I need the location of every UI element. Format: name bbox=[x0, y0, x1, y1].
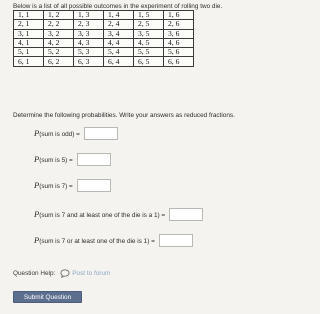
outcome-cell: 5, 5 bbox=[134, 48, 164, 57]
outcome-cell: 5, 3 bbox=[74, 48, 104, 57]
outcome-cell: 5, 4 bbox=[104, 48, 134, 57]
answer-input-sum-7-and-one[interactable] bbox=[169, 208, 203, 221]
question-label: P(sum is odd) = bbox=[34, 128, 80, 138]
outcome-cell: 6, 5 bbox=[134, 57, 164, 66]
question-label: P(sum is 7) = bbox=[34, 180, 73, 190]
post-to-forum-link[interactable]: Post to forum bbox=[72, 270, 111, 277]
question-label: P(sum is 7 or at least one of the die is 1) = bbox=[34, 235, 155, 245]
table-row bbox=[14, 48, 194, 57]
outcome-cell: 1, 3 bbox=[74, 11, 104, 20]
outcome-cell: 1, 6 bbox=[164, 11, 194, 20]
outcome-cell: 6, 6 bbox=[164, 57, 194, 66]
question-sum-7-and-one bbox=[34, 207, 203, 221]
outcome-cell: 6, 1 bbox=[14, 57, 44, 66]
question-label: P(sum is 7 and at least one of the die is a 1) = bbox=[34, 209, 166, 219]
table-row bbox=[14, 11, 194, 20]
answer-input-sum-odd[interactable] bbox=[84, 127, 118, 140]
answer-input-sum-5[interactable] bbox=[77, 153, 111, 166]
outcome-cell: 3, 1 bbox=[14, 29, 44, 38]
question-sum-5 bbox=[34, 152, 111, 166]
outcome-cell: 5, 1 bbox=[14, 48, 44, 57]
outcome-cell: 1, 2 bbox=[44, 11, 74, 20]
outcome-cell: 2, 6 bbox=[164, 20, 194, 29]
instructions-text: Determine the following probabilities. Write your answers as reduced fractions. bbox=[13, 112, 235, 119]
question-help-label: Question Help: bbox=[13, 270, 56, 277]
table-row bbox=[14, 57, 194, 66]
outcome-cell: 1, 5 bbox=[134, 11, 164, 20]
table-row bbox=[14, 20, 194, 29]
question-help bbox=[13, 269, 110, 278]
outcome-cell: 6, 4 bbox=[104, 57, 134, 66]
outcome-cell: 2, 5 bbox=[134, 20, 164, 29]
outcome-cell: 2, 2 bbox=[44, 20, 74, 29]
question-sum-odd bbox=[34, 126, 118, 140]
outcome-cell: 6, 2 bbox=[44, 57, 74, 66]
outcome-cell: 5, 2 bbox=[44, 48, 74, 57]
outcome-cell: 5, 6 bbox=[164, 48, 194, 57]
outcome-cell: 4, 2 bbox=[44, 38, 74, 47]
outcome-cell: 2, 3 bbox=[74, 20, 104, 29]
outcome-cell: 3, 6 bbox=[164, 29, 194, 38]
question-sum-7-or-one bbox=[34, 233, 193, 247]
problem-intro: Below is a list of all possible outcomes in the experiment of rolling two die. bbox=[13, 3, 223, 10]
outcome-cell: 4, 6 bbox=[164, 38, 194, 47]
outcome-cell: 3, 3 bbox=[74, 29, 104, 38]
outcome-cell: 4, 3 bbox=[74, 38, 104, 47]
outcome-cell: 6, 3 bbox=[74, 57, 104, 66]
table-row bbox=[14, 29, 194, 38]
question-label: P(sum is 5) = bbox=[34, 154, 73, 164]
outcome-cell: 4, 5 bbox=[134, 38, 164, 47]
answer-input-sum-7-or-one[interactable] bbox=[159, 234, 193, 247]
outcome-cell: 3, 2 bbox=[44, 29, 74, 38]
submit-question-button[interactable]: Submit Question bbox=[13, 291, 82, 303]
outcome-cell: 2, 1 bbox=[14, 20, 44, 29]
speech-bubble-icon[interactable] bbox=[60, 269, 70, 278]
outcomes-table bbox=[13, 10, 194, 67]
question-sum-7 bbox=[34, 178, 111, 192]
outcome-cell: 1, 4 bbox=[104, 11, 134, 20]
outcome-cell: 2, 4 bbox=[104, 20, 134, 29]
answer-input-sum-7[interactable] bbox=[77, 179, 111, 192]
outcome-cell: 1, 1 bbox=[14, 11, 44, 20]
outcome-cell: 3, 5 bbox=[134, 29, 164, 38]
outcome-cell: 3, 4 bbox=[104, 29, 134, 38]
outcome-cell: 4, 4 bbox=[104, 38, 134, 47]
table-row bbox=[14, 38, 194, 47]
outcome-cell: 4, 1 bbox=[14, 38, 44, 47]
